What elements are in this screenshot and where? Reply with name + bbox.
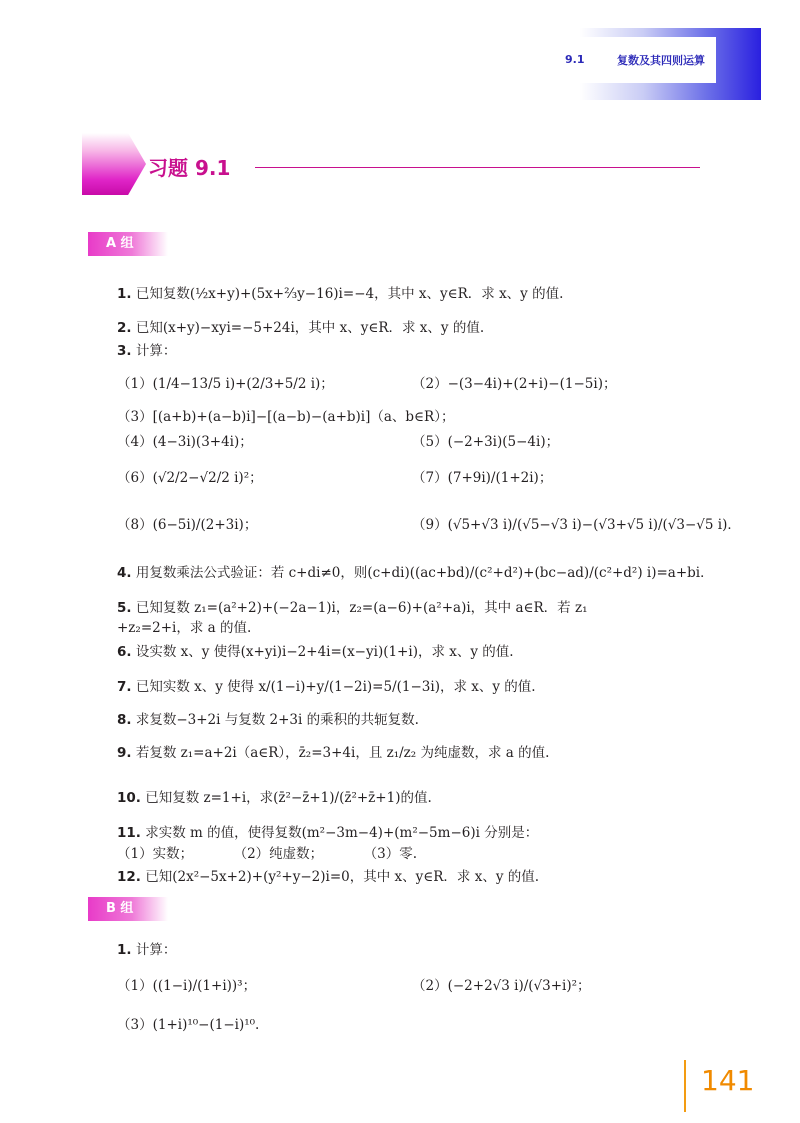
- problem-subitem: （1）实数； （2）纯虚数； （3）零.: [117, 846, 418, 862]
- group-b-label: B 组: [88, 897, 168, 921]
- problem-line: 5. 已知复数 z₁=(a²+2)+(−2a−1)i，z₂=(a−6)+(a²+a)i，其中 a∈R．若 z₁: [117, 600, 588, 616]
- section-number: 9.1: [565, 53, 585, 66]
- problem-line: 8. 求复数−3+2i 与复数 2+3i 的乘积的共轭复数.: [117, 712, 419, 728]
- exercise-arrow-badge: [82, 133, 146, 195]
- problem-subitem: （5）(−2+3i)(5−4i)；: [412, 434, 560, 450]
- problem-line: 9. 若复数 z₁=a+2i（a∈R），z̄₂=3+4i，且 z₁/z₂ 为纯虚数，求 a 的值.: [117, 745, 550, 761]
- problem-subitem: （7）(7+9i)/(1+2i)；: [412, 470, 553, 486]
- problem-line: 1. 已知复数(½x+y)+(5x+⅔y−16)i=−4，其中 x、y∈R．求 x、y 的值.: [117, 286, 564, 302]
- exercise-title-rule: [255, 167, 700, 168]
- problem-line: 6. 设实数 x、y 使得(x+yi)i−2+4i=(x−yi)(1+i)，求 x、y 的值.: [117, 644, 514, 660]
- exercise-title: 习题 9.1: [148, 156, 231, 180]
- group-a-label: A 组: [88, 232, 168, 256]
- problem-subitem: （2）(−2+2√3 i)/(√3+i)²；: [412, 978, 591, 994]
- problem-subitem: （3）(1+i)¹⁰−(1−i)¹⁰.: [117, 1017, 260, 1033]
- problem-line: 12. 已知(2x²−5x+2)+(y²+y−2)i=0，其中 x、y∈R．求 x、y 的值.: [117, 869, 540, 885]
- problem-subitem: （1）(1/4−13/5 i)+(2/3+5/2 i)；: [117, 376, 334, 392]
- section-title: 复数及其四则运算: [617, 54, 705, 67]
- page-number: 141: [701, 1064, 755, 1097]
- problem-line: 4. 用复数乘法公式验证：若 c+di≠0，则(c+di)((ac+bd)/(c²+d²)+(bc−ad)/(c²+d²) i)=a+bi．: [117, 565, 714, 581]
- problem-line: 10. 已知复数 z=1+i，求(z̄²−z̄+1)/(z̄²+z̄+1)的值.: [117, 790, 432, 806]
- problem-line: 1. 计算：: [117, 942, 177, 958]
- problem-continuation: +z₂=2+i，求 a 的值.: [117, 620, 252, 636]
- problem-line: 2. 已知(x+y)−xyi=−5+24i，其中 x、y∈R．求 x、y 的值.: [117, 320, 485, 336]
- problem-subitem: （9）(√5+√3 i)/(√5−√3 i)−(√3+√5 i)/(√3−√5 i)．: [412, 517, 741, 533]
- page-number-bar: [684, 1060, 686, 1112]
- problem-subitem: （6）(√2/2−√2/2 i)²；: [117, 470, 263, 486]
- problem-line: 11. 求实数 m 的值，使得复数(m²−3m−4)+(m²−5m−6)i 分别是：: [117, 825, 539, 841]
- problem-subitem: （2）−(3−4i)+(2+i)−(1−5i)；: [412, 376, 617, 392]
- problem-subitem: （1）((1−i)/(1+i))³；: [117, 978, 257, 994]
- problem-line: 3. 计算：: [117, 343, 177, 359]
- problem-subitem: （3）[(a+b)+(a−b)i]−[(a−b)−(a+b)i]（a、b∈R）；: [117, 409, 455, 425]
- problem-line: 7. 已知实数 x、y 使得 x/(1−i)+y/(1−2i)=5/(1−3i)，求 x、y 的值.: [117, 679, 536, 695]
- problem-subitem: （4）(4−3i)(3+4i)；: [117, 434, 253, 450]
- problem-subitem: （8）(6−5i)/(2+3i)；: [117, 517, 258, 533]
